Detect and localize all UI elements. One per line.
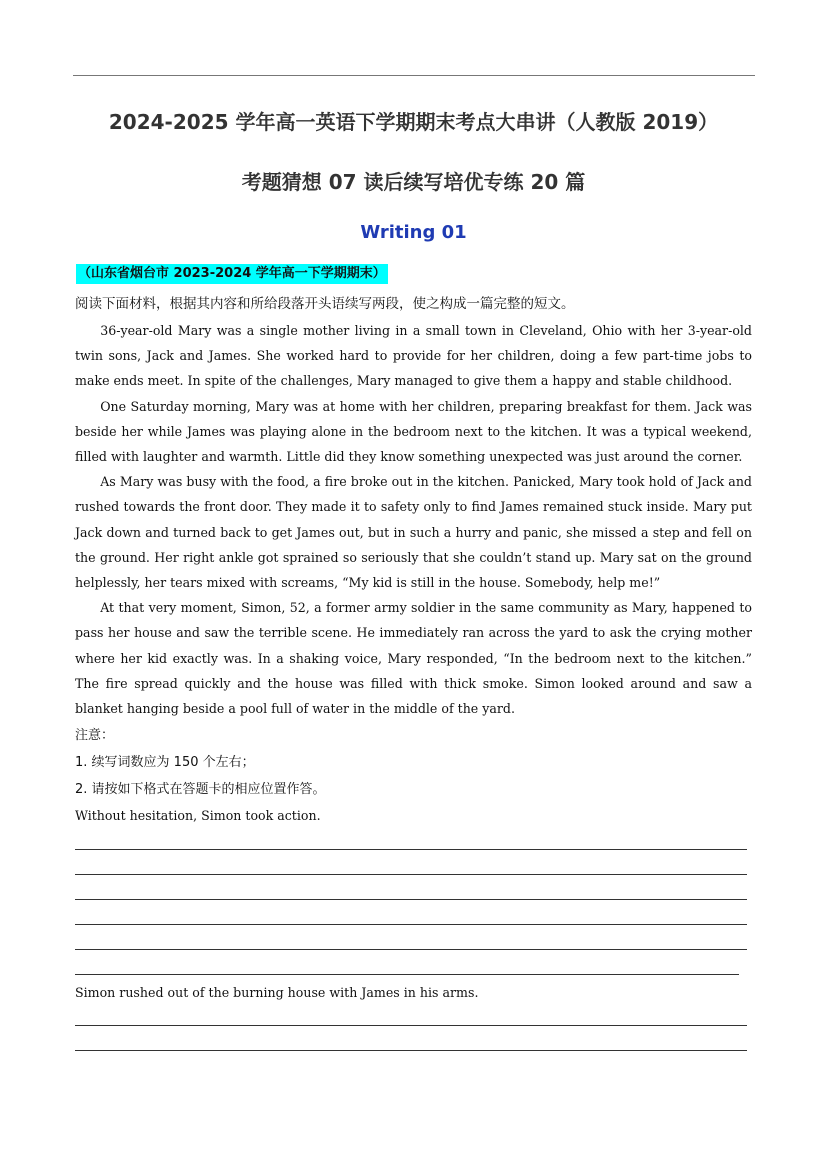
answer-line[interactable]: [75, 874, 747, 875]
notes-block: [75, 722, 752, 803]
note-item: 1. 续写词数应为 150 个左右；: [75, 755, 255, 770]
answer-line[interactable]: [75, 849, 747, 850]
answer-line[interactable]: [75, 924, 747, 925]
answer-line[interactable]: [75, 899, 747, 900]
header-rule: [73, 75, 755, 76]
answer-line[interactable]: [75, 1050, 747, 1051]
page-title: 2024-2025 学年高一英语下学期期末考点大串讲（人教版 2019）: [108, 110, 719, 134]
paragraph2-opening: Simon rushed out of the burning house with James in his arms.: [75, 985, 479, 1000]
note-item: 2. 请按如下格式在答题卡的相应位置作答。: [75, 782, 326, 797]
reading-passage: [75, 318, 752, 721]
answer-line[interactable]: [75, 1025, 747, 1026]
section-heading: Writing 01: [360, 222, 467, 243]
answer-line[interactable]: [75, 974, 739, 975]
passage-paragraph: One Saturday morning, Mary was at home with her children, preparing breakfast for them. Jack was beside her while James was playing alone in the bedroom next to the kitchen. It was a typical weekend, filled with laughter and warmth. Little did they know something unexpected was just around the corner.: [75, 398, 752, 465]
notes-label: 注意：: [75, 728, 115, 743]
task-instruction: 阅读下面材料，根据其内容和所给段落开头语续写两段，使之构成一篇完整的短文。: [75, 296, 575, 312]
passage-paragraph: As Mary was busy with the food, a fire broke out in the kitchen. Panicked, Mary took hold of Jack and rushed towards the front door. They made it to safety only to find James remained stuck inside. Mary put Jack down and turned back to get James out, but in such a hurry and panic, she missed a step and fell on the ground. Her right ankle got sprained so seriously that she couldn’t stand up. Mary sat on the ground helplessly, her tears mixed with screams, “My kid is still in the house. Somebody, help me!”: [75, 474, 752, 591]
passage-paragraph: 36-year-old Mary was a single mother living in a small town in Cleveland, Ohio with her 3-year-old twin sons, Jack and James. She worked hard to provide for her children, doing a few part-time jobs to make ends meet. In spite of the challenges, Mary managed to give them a happy and stable childhood.: [75, 323, 752, 389]
paragraph1-opening: Without hesitation, Simon took action.: [75, 808, 321, 823]
page-subtitle: 考题猜想 07 读后续写培优专练 20 篇: [241, 170, 586, 194]
answer-line[interactable]: [75, 949, 747, 950]
source-badge: （山东省烟台市 2023-2024 学年高一下学期期末）: [76, 264, 388, 284]
passage-paragraph: At that very moment, Simon, 52, a former army soldier in the same community as Mary, happened to pass her house and saw the terrible scene. He immediately ran across the yard to ask the crying mother where her kid exactly was. In a shaking voice, Mary responded, “In the bedroom next to the kitchen.” The fire spread quickly and the house was filled with thick smoke. Simon looked around and saw a blanket hanging beside a pool full of water in the middle of the yard.: [75, 600, 752, 717]
